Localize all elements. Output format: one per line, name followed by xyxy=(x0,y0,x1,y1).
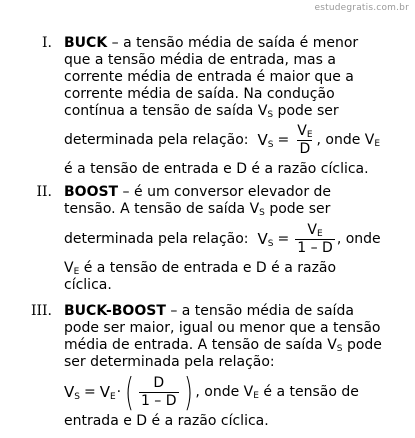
item-line: entrada e D é a razão cíclica. xyxy=(64,413,269,429)
multiply-dot: · xyxy=(116,383,122,400)
equation-line xyxy=(64,123,409,158)
item-text: contínua a tensão de saída V xyxy=(64,103,268,119)
item-line xyxy=(64,103,409,120)
item-body xyxy=(64,184,409,294)
equation-suffix: , onde xyxy=(336,231,381,247)
item-line xyxy=(64,35,409,52)
item-line: que a tensão média de entrada, mas a xyxy=(64,52,336,68)
item-line: corrente média de saída. Na condução xyxy=(64,86,335,102)
equation-lhs: $V_S$ xyxy=(257,230,274,249)
fraction-denominator: 1 – D xyxy=(140,392,177,409)
item-text: pode ser xyxy=(273,103,339,119)
item-line: tensão. A tensão de saída $V_S$ pode ser xyxy=(64,201,331,218)
item-line: corrente média de entrada é maior que a xyxy=(64,69,354,85)
equation-line xyxy=(64,370,409,414)
item-line xyxy=(64,303,409,320)
equation-lhs: $V_S$ xyxy=(64,382,80,402)
equation-fraction xyxy=(139,375,179,410)
item-line: média de entrada. A tensão de saída $V_S$ pode xyxy=(64,337,382,354)
fraction-numerator: $V_E$ xyxy=(297,123,313,140)
item-title: BUCK-BOOST xyxy=(64,303,166,319)
left-paren-icon: ( xyxy=(125,370,134,414)
item-line: cíclica. xyxy=(64,277,112,293)
item-line: é a tensão de entrada e D é a razão cíclica. xyxy=(64,161,369,177)
equation-multiplier: $V_E$ xyxy=(99,382,116,402)
subscript: S xyxy=(267,110,274,120)
item-title: BOOST xyxy=(64,184,119,200)
item-title: BUCK xyxy=(64,35,108,51)
equation-prefix: determinada pela relação: xyxy=(64,231,249,247)
fraction-denominator: D xyxy=(299,141,311,157)
equation-line xyxy=(64,222,409,257)
item-body xyxy=(64,35,409,178)
item-line: ser determinada pela relação: xyxy=(64,354,275,370)
item-text: – a tensão média de saída é menor xyxy=(107,35,359,51)
right-paren-icon: ) xyxy=(183,370,193,414)
item-line xyxy=(64,184,409,201)
item-body xyxy=(64,303,409,430)
fraction-numerator: $V_E$ xyxy=(307,222,323,239)
equation-suffix: , onde $V_E$ xyxy=(316,132,381,149)
equals-sign: = xyxy=(277,231,290,247)
equation-lhs: $V_S$ xyxy=(257,131,274,150)
equation-fraction xyxy=(295,222,335,257)
item-text: – a tensão média de saída xyxy=(165,303,354,319)
item-line: pode ser maior, igual ou menor que a tensão xyxy=(64,320,381,336)
watermark: estudegratis.com.br xyxy=(314,3,409,13)
item-line: $V_E$ é a tensão de entrada e D é a razão xyxy=(64,260,337,277)
equation-fraction xyxy=(295,123,314,158)
fraction-numerator: D xyxy=(153,374,165,391)
equation-prefix: determinada pela relação: xyxy=(64,132,249,148)
equation-suffix: , onde $V_E$ é a tensão de xyxy=(195,383,359,401)
equals-sign: = xyxy=(277,132,290,148)
fraction-denominator: 1 – D xyxy=(297,240,333,256)
item-text: – é um conversor elevador de xyxy=(118,184,332,200)
item-numeral: I. xyxy=(42,35,52,51)
parenthesized-fraction xyxy=(122,370,195,414)
item-numeral: II. xyxy=(36,184,52,200)
equals-sign: = xyxy=(83,383,96,400)
item-numeral: III. xyxy=(30,303,52,319)
